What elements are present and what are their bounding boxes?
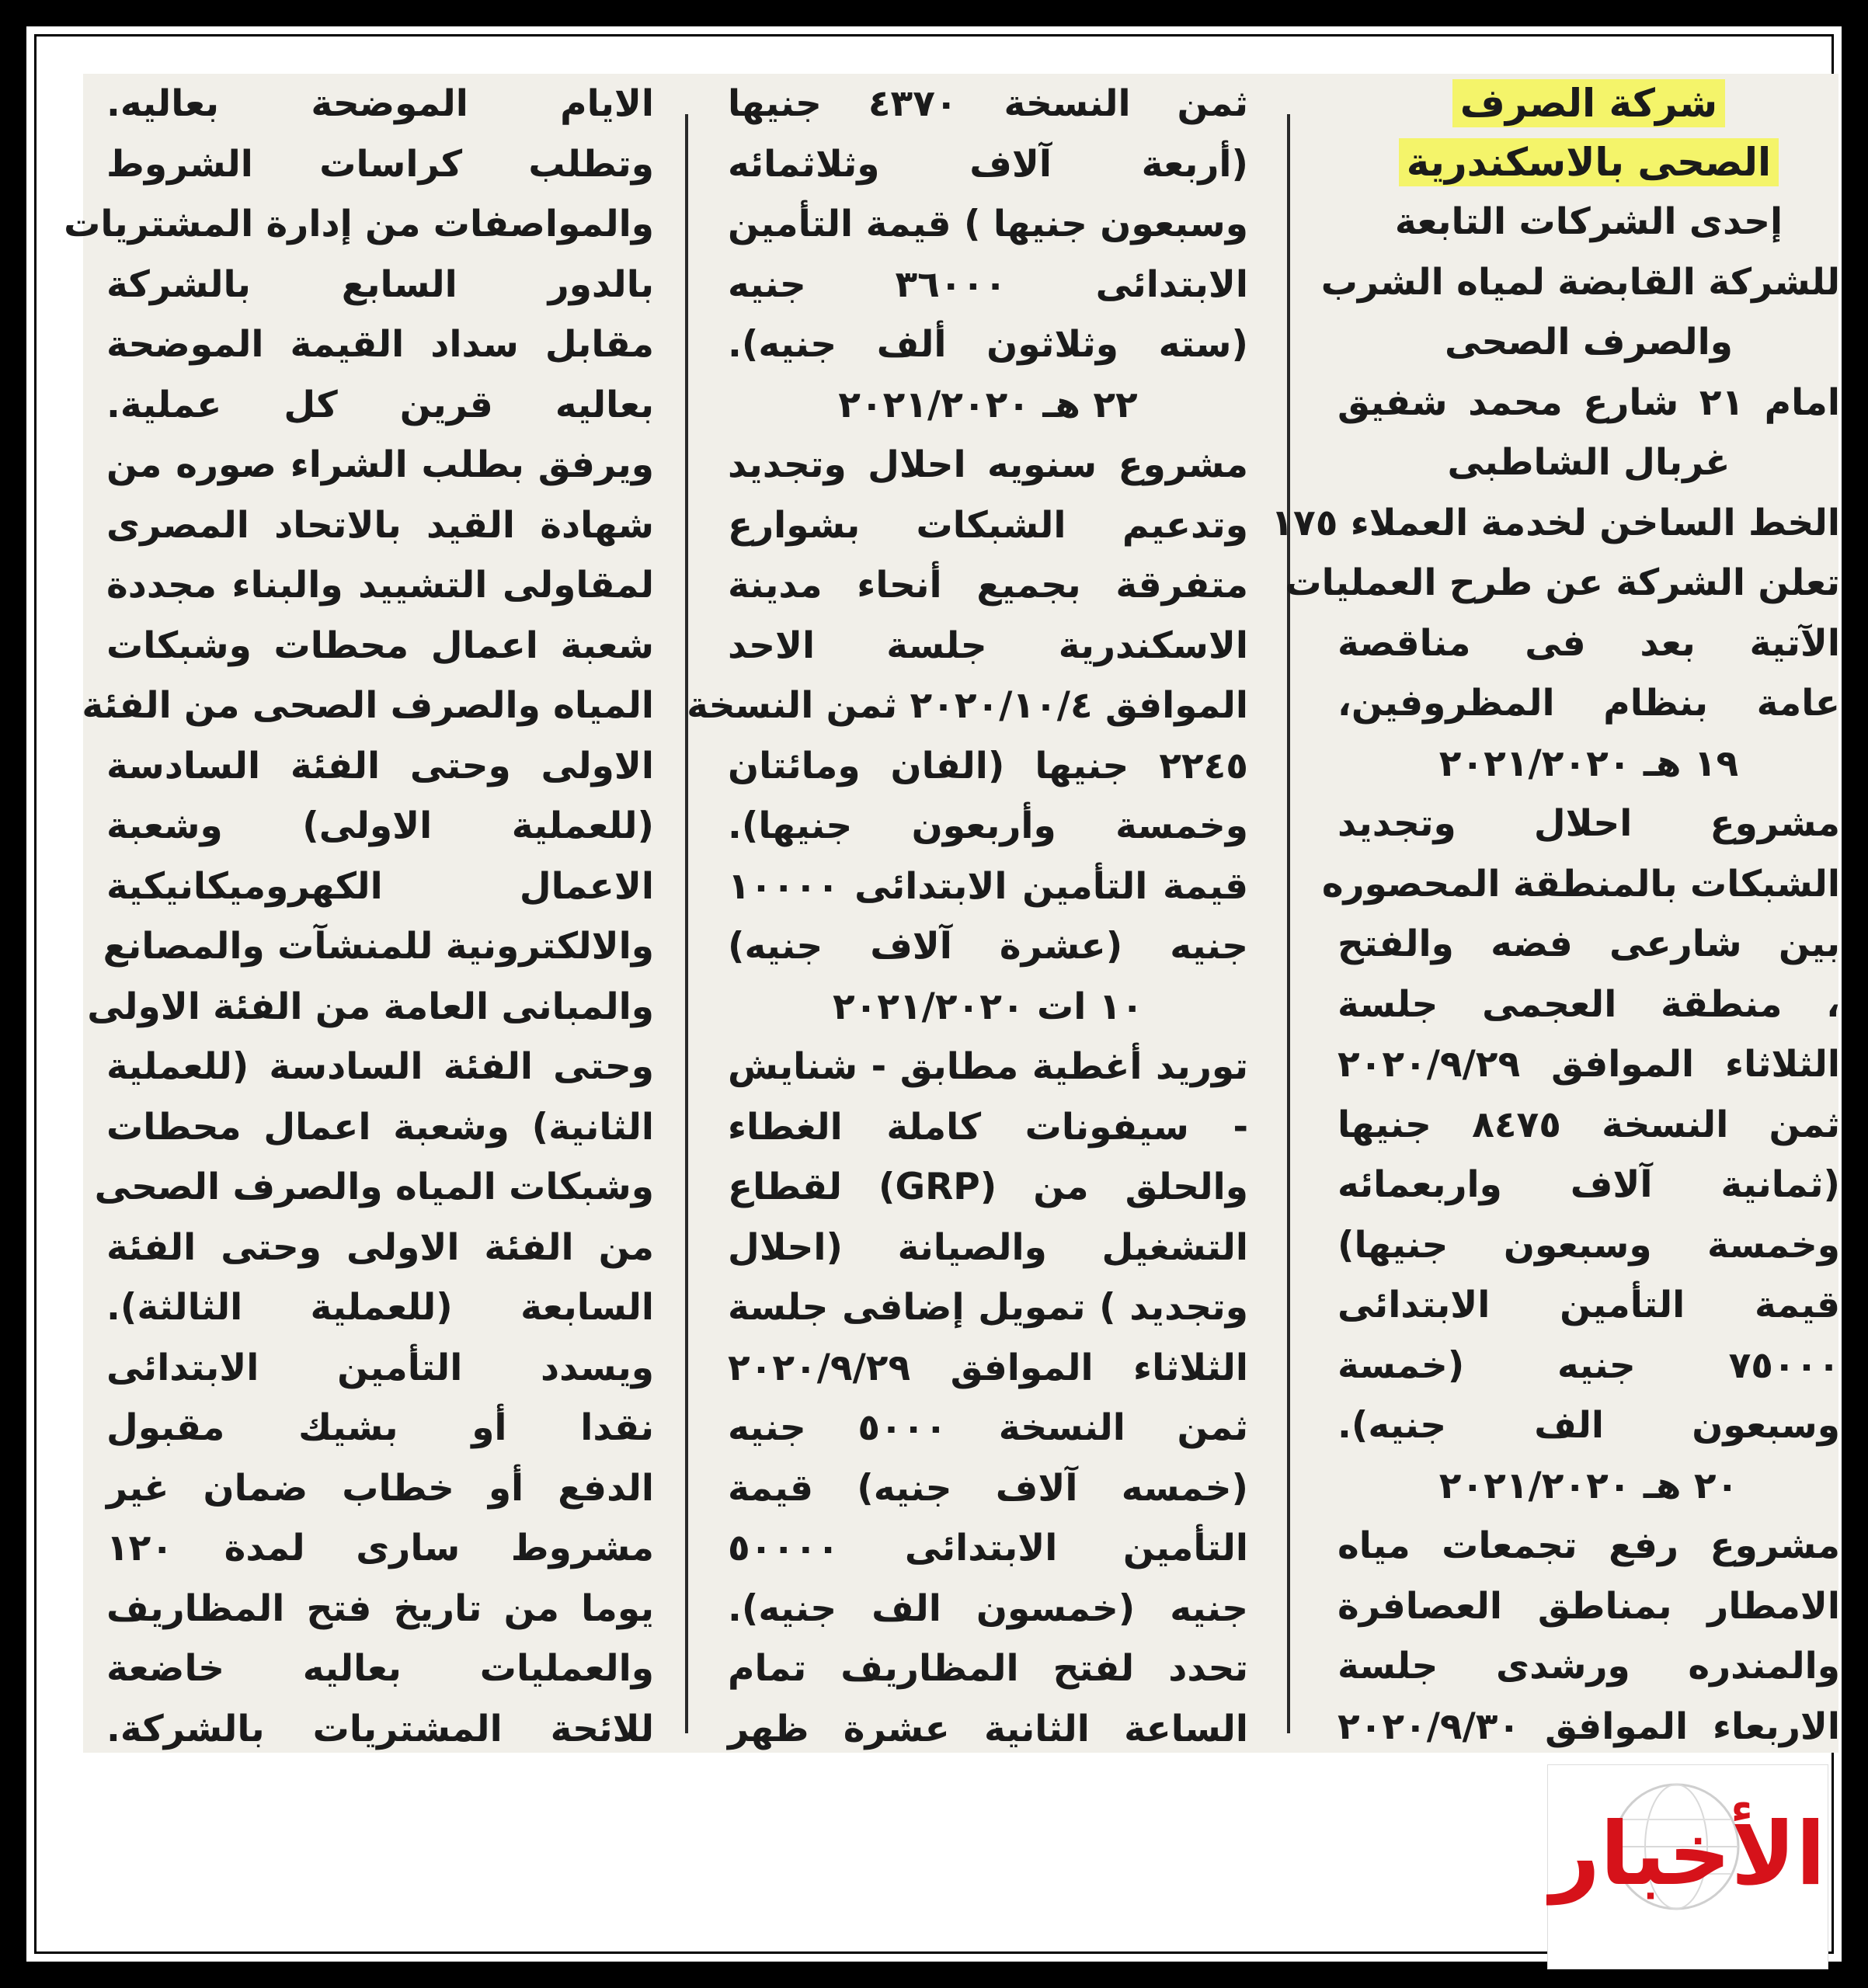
column-left xyxy=(64,74,654,1750)
text-line: توريد أغطية مطابق - شنايش xyxy=(728,1045,1248,1088)
text-line: امام ٢١ شارع محمد شفيق xyxy=(1338,381,1840,424)
text-line: ويرفق بطلب الشراء صوره من xyxy=(106,443,654,486)
text-line: بعاليه قرين كل عملية. xyxy=(106,383,654,426)
text-line: شعبة اعمال محطات وشبكات xyxy=(106,624,654,667)
text-line: ثمن النسخة ٥٠٠٠ جنيه xyxy=(728,1406,1248,1449)
text-line: (خمسه آلاف جنيه) قيمة xyxy=(728,1466,1248,1510)
text-line: وتطلب كراسات الشروط xyxy=(106,142,654,186)
text-line: لمقاولى التشييد والبناء مجددة xyxy=(106,564,654,606)
text-line: مشروع سنويه احلال وتجديد xyxy=(728,443,1248,486)
text-line: وتدعيم الشبكات بشوارع xyxy=(728,503,1248,547)
text-line: والمواصفات من إدارة المشتريات xyxy=(64,203,654,245)
text-line: وخمسة وسبعون جنيها) xyxy=(1338,1223,1840,1267)
text-line: بين شارعى فضه والفتح xyxy=(1338,923,1840,965)
text-line: متفرقة بجميع أنحاء مدينة xyxy=(728,564,1248,606)
text-line: الخط الساخن لخدمة العملاء ١٧٥ xyxy=(1271,501,1840,544)
headline-line xyxy=(1338,133,1840,192)
text-line: والصرف الصحى xyxy=(1445,321,1733,363)
text-line: ، منطقة العجمى جلسة xyxy=(1338,982,1840,1026)
text-line: وحتى الفئة السادسة (للعملية xyxy=(106,1045,654,1088)
text-line: قيمة التأمين الابتدائى ١٠٠٠٠ xyxy=(728,864,1248,908)
text-line: الآتية بعد فى مناقصة xyxy=(1338,621,1840,665)
text-line: الشبكات بالمنطقة المحصوره xyxy=(1321,862,1840,905)
text-line: ٢٢٤٥ جنيها (الفان ومائتان xyxy=(728,744,1248,787)
inner-frame xyxy=(34,34,1840,1954)
text-line: بالدور السابع بالشركة xyxy=(106,262,654,306)
text-line: جنيه (عشرة آلاف جنيه) xyxy=(728,925,1248,968)
text-line: الثلاثاء الموافق ٢٠٢٠/٩/٢٩ xyxy=(1338,1043,1840,1086)
text-line: الثلاثاء الموافق ٢٠٢٠/٩/٢٩ xyxy=(728,1346,1248,1389)
text-line: الامطار بمناطق العصافرة xyxy=(1338,1584,1840,1628)
text-line: نقدا أو بشيك مقبول xyxy=(106,1406,654,1449)
newspaper-logo xyxy=(1547,1764,1828,1969)
text-line: الاربعاء الموافق ٢٠٢٠/٩/٣٠ xyxy=(1338,1705,1840,1748)
column-right xyxy=(1271,74,1840,1748)
text-line: الثانية) وشعبة اعمال محطات xyxy=(106,1105,654,1149)
text-line: وشبكات المياه والصرف الصحى xyxy=(94,1166,654,1208)
column-divider xyxy=(685,114,688,1733)
text-line: يوما من تاريخ فتح المظاريف xyxy=(106,1587,654,1630)
text-line: والعمليات بعاليه خاضعة xyxy=(106,1647,654,1690)
text-line: ٧٥٠٠٠ جنيه (خمسة xyxy=(1338,1343,1840,1387)
text-line: مشروع رفع تجمعات مياه xyxy=(1338,1524,1840,1567)
text-line: ثمن النسخة ٤٣٧٠ جنيها xyxy=(728,82,1248,125)
text-line: الايام الموضحة بعاليه. xyxy=(106,82,654,125)
text-line: المياه والصرف الصحى من الفئة xyxy=(82,684,654,727)
text-line: للشركة القابضة لمياه الشرب xyxy=(1320,260,1840,304)
text-line: عامة بنظام المظروفين، xyxy=(1338,682,1840,725)
headline-line xyxy=(1338,74,1840,133)
text-line: من الفئة الاولى وحتى الفئة xyxy=(106,1225,654,1269)
text-line: وتجديد ) تمويل إضافى جلسة xyxy=(728,1286,1248,1329)
text-line: جنيه (خمسون الف جنيه). xyxy=(728,1587,1248,1630)
text-line: (أربعة آلاف وثلاثمائه xyxy=(728,142,1248,186)
text-line: وخمسة وأربعون جنيها). xyxy=(728,805,1248,847)
headline-highlight: شركة الصرف xyxy=(1452,79,1725,127)
text-line: الابتدائى ٣٦٠٠٠ جنيه xyxy=(728,262,1248,306)
text-line: غربال الشاطبى xyxy=(1447,441,1731,484)
text-line: - سيفونات كاملة الغطاء xyxy=(728,1105,1248,1149)
text-line: التشغيل والصيانة (احلال xyxy=(728,1225,1248,1269)
text-line: الاسكندرية جلسة الاحد xyxy=(728,624,1248,667)
column-divider xyxy=(1287,114,1290,1733)
text-line: للائحة المشتريات بالشركة. xyxy=(106,1707,654,1750)
text-line: الاولى وحتى الفئة السادسة xyxy=(106,744,654,787)
text-line: مشروع احلال وتجديد xyxy=(1338,802,1840,845)
column-middle xyxy=(687,74,1248,1750)
text-line: مقابل سداد القيمة الموضحة xyxy=(106,323,654,366)
text-line: والمندره ورشدى جلسة xyxy=(1338,1645,1840,1687)
text-line: الدفع أو خطاب ضمان غير xyxy=(106,1466,654,1510)
text-line: والالكترونية للمنشآت والمصانع xyxy=(103,925,654,968)
text-line: السابعة (للعملية الثالثة). xyxy=(106,1286,654,1329)
text-line: ثمن النسخة ٨٤٧٥ جنيها xyxy=(1338,1103,1840,1146)
logo-wordmark: الأخبار xyxy=(1550,1804,1826,1905)
text-line: ١٠ ات ٢٠٢١/٢٠٢٠ xyxy=(832,985,1144,1028)
text-line: تحدد لفتح المظاريف تمام xyxy=(728,1647,1248,1690)
headline-highlight: الصحى بالاسكندرية xyxy=(1399,138,1779,186)
text-line: (ثمانية آلاف واربعمائه xyxy=(1338,1163,1840,1206)
text-line: الاعمال الكهروميكانيكية xyxy=(106,864,654,908)
text-line: إحدى الشركات التابعة xyxy=(1394,200,1783,243)
text-line: (سته وثلاثون ألف جنيه). xyxy=(728,323,1248,366)
text-line: والمبانى العامة من الفئة الاولى xyxy=(87,985,654,1028)
text-line: الساعة الثانية عشرة ظهر xyxy=(728,1707,1248,1750)
text-line: شهادة القيد بالاتحاد المصرى xyxy=(106,503,654,547)
text-line: والحلق من (GRP) لقطاع xyxy=(728,1166,1248,1208)
text-line: ٢٢ هـ ٢٠٢١/٢٠٢٠ xyxy=(838,383,1138,426)
text-line: وسبعون الف جنيه). xyxy=(1338,1404,1840,1447)
text-line: ويسدد التأمين الابتدائى xyxy=(106,1346,654,1389)
text-line: ٢٠ هـ ٢٠٢١/٢٠٢٠ xyxy=(1438,1464,1739,1507)
text-line: تعلن الشركة عن طرح العمليات xyxy=(1285,561,1840,604)
text-line: ١٩ هـ ٢٠٢١/٢٠٢٠ xyxy=(1438,742,1739,785)
text-line: مشروط سارى لمدة ١٢٠ xyxy=(106,1527,654,1569)
text-line: الموافق ٢٠٢٠/١٠/٤ ثمن النسخة xyxy=(687,684,1248,727)
text-line: التأمين الابتدائى ٥٠٠٠٠ xyxy=(728,1527,1248,1569)
text-line: وسبعون جنيها ) قيمة التأمين xyxy=(728,203,1248,245)
text-line: (للعملية الاولى) وشعبة xyxy=(106,805,654,847)
text-line: قيمة التأمين الابتدائى xyxy=(1338,1284,1840,1326)
